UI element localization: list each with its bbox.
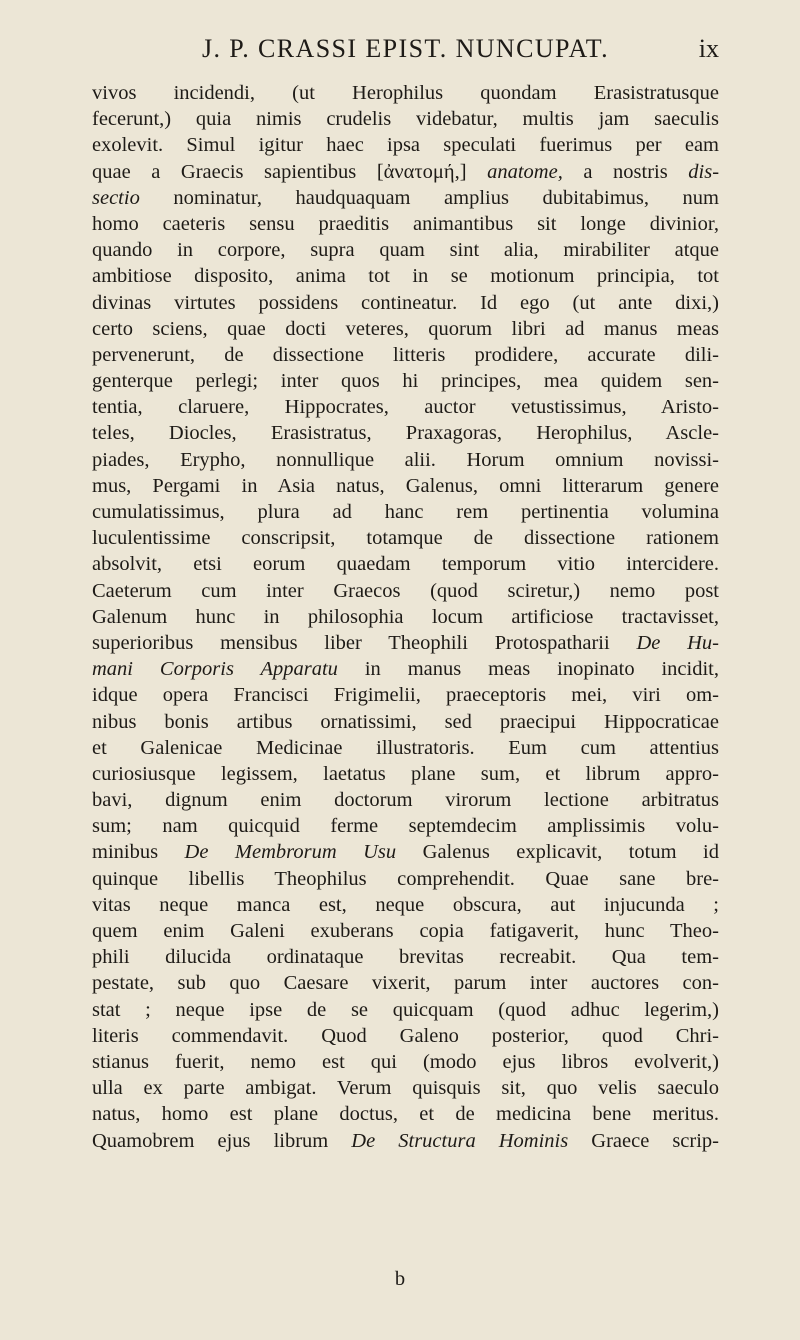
text-line: luculentissime conscripsit, totamque de dissectione rationem [92,527,719,550]
text-line: phili dilucida ordinataque brevitas recreabit. Qua tem- [92,946,719,969]
text-line: cumulatissimus, plura ad hanc rem pertinentia volumina [92,501,719,523]
italic-term: De Structura Hominis [351,1129,569,1152]
text-line: fecerunt,) quia nimis crudelis videbatur, multis jam saeculis [92,108,719,131]
text-line: curiosiusque legissem, laetatus plane sum, et librum appro- [92,762,719,785]
text-line: divinas virtutes possidens contineatur. Id ego (ut ante dixi,) [92,291,719,314]
text-line: pervenerunt, de dissectione litteris prodidere, accurate dili- [92,343,719,366]
text-line: ambitiose disposito, anima tot in se motionum principia, tot [92,265,719,288]
text-line: stat ; neque ipse de se quicquam (quod adhuc legerim,) [92,998,719,1021]
italic-term: mani Corporis Apparatu [92,658,338,681]
text-line: quinque libellis Theophilus comprehendit. Quae sane bre- [92,867,719,890]
signature-mark: b [394,1268,406,1290]
italic-term: sectio [92,186,140,209]
text-line: stianus fuerit, nemo est qui (modo ejus libros evolverit,) [92,1050,719,1073]
text-line: mus, Pergami in Asia natus, Galenus, omni litterarum genere [92,474,719,497]
text-line: et Galenicae Medicinae illustratoris. Eum cum attentius [92,736,719,759]
text-line: Quamobrem ejus librum De Structura Hominis Graece scrip- [92,1129,720,1152]
text-line: exolevit. Simul igitur haec ipsa speculati fuerimus per eam [92,134,719,157]
text-line: Galenum hunc in philosophia locum artificiose tractavisset, [92,605,719,628]
text-line: quando in corpore, supra quam sint alia, mirabiliter atque [92,239,719,262]
text-line: nibus bonis artibus ornatissimi, sed praecipui Hippocraticae [92,710,719,733]
text-line: minibus De Membrorum Usu Galenus explicavit, totum id [92,841,719,864]
text-line: idque opera Francisci Frigimelii, praeceptoris mei, viri om- [92,684,719,707]
text-line: sectio nominatur, haudquaquam amplius dubitabimus, num [92,186,719,209]
text-line: Caeterum cum inter Graecos (quod sciretur,) nemo post [92,579,719,602]
text-line: tentia, claruere, Hippocrates, auctor vetustissimus, Aristo- [92,396,719,419]
italic-term: De Hu- [636,631,719,654]
running-head [92,34,719,64]
running-title: J. P. CRASSI EPIST. NUNCUPAT. [201,34,610,63]
text-line: piades, Erypho, nonnullique alii. Horum omnium novissi- [92,448,719,471]
italic-term: anatome, [487,160,563,183]
greek-term: [ἀνατομή,] [376,160,467,183]
page-number: ix [698,34,719,63]
text-line: bavi, dignum enim doctorum virorum lectione arbitratus [92,789,719,812]
text-line: natus, homo est plane doctus, et de medicina bene meritus. [92,1103,719,1126]
italic-term: dis- [688,160,720,183]
text-line: quae a Graecis sapientibus [ἀνατομή,] anatome, a nostris dis- [92,160,720,183]
text-line: ulla ex parte ambigat. Verum quisquis sit, quo velis saeculo [92,1077,719,1100]
text-line: vitas neque manca est, neque obscura, aut injucunda ; [92,893,719,916]
text-line: superioribus mensibus liber Theophili Protospatharii De Hu- [92,631,719,654]
text-line: pestate, sub quo Caesare vixerit, parum inter auctores con- [92,972,719,995]
text-line: certo sciens, quae docti veteres, quorum libri ad manus meas [92,317,719,340]
text-line: quem enim Galeni exuberans copia fatigaverit, hunc Theo- [92,920,719,942]
text-line: absolvit, etsi eorum quaedam temporum vitio intercidere. [92,553,719,576]
body-text [92,80,719,1154]
italic-term: De Membrorum Usu [184,841,397,864]
text-line: vivos incidendi, (ut Herophilus quondam Erasistratusque [92,82,719,104]
text-line: mani Corporis Apparatu in manus meas inopinato incidit, [92,658,719,681]
text-line: sum; nam quicquid ferme septemdecim amplissimis volu- [92,815,719,838]
text-line: teles, Diocles, Erasistratus, Praxagoras, Herophilus, Ascle- [92,422,719,445]
text-line: literis commendavit. Quod Galeno posterior, quod Chri- [92,1024,719,1047]
text-line: homo caeteris sensu praeditis animantibus sit longe divinior, [92,212,719,235]
text-line: genterque perlegi; inter quos hi principes, mea quidem sen- [92,370,719,393]
